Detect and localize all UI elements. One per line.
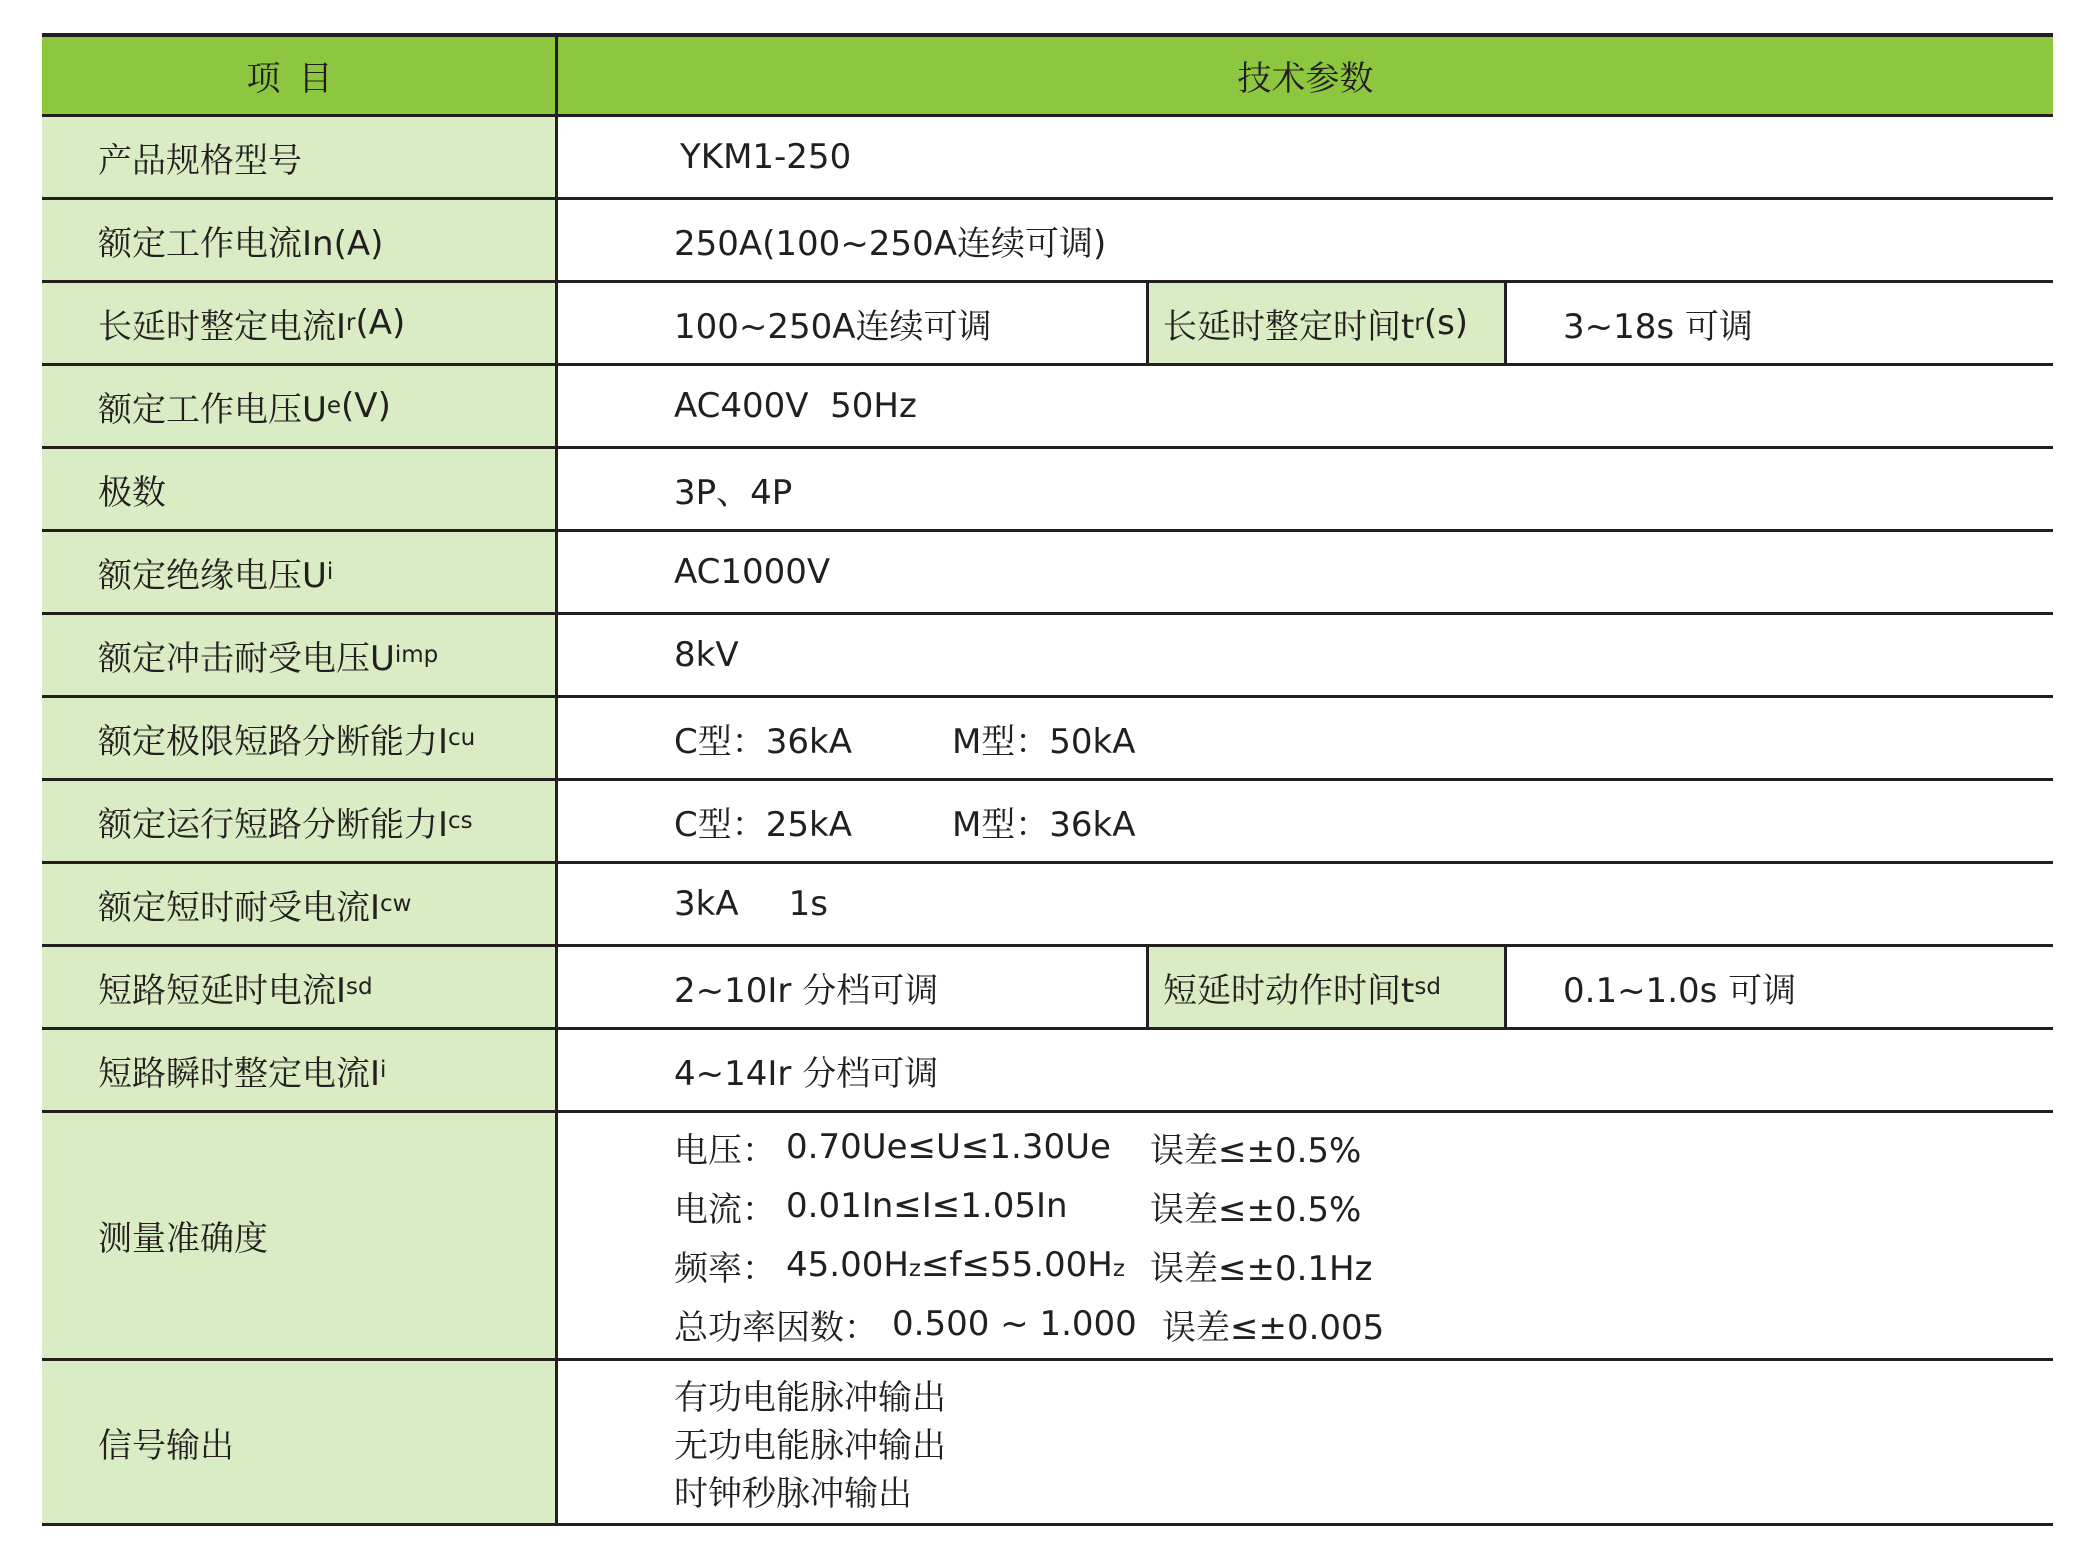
table-row bbox=[42, 117, 2053, 200]
row-label: 额定冲击耐受电压U imp bbox=[42, 615, 558, 695]
row-value: 250A(100~250A连续可调) bbox=[674, 223, 1107, 264]
row-label: 测量准确度 bbox=[42, 1113, 558, 1358]
header-item: 项目 bbox=[42, 37, 558, 114]
signal-line: 无功电能脉冲输出 bbox=[674, 1425, 946, 1466]
row-label: 长延时整定电流I r (A) bbox=[42, 283, 558, 363]
row-value: AC400V 50Hz bbox=[674, 386, 917, 426]
table-row bbox=[42, 781, 2053, 864]
row-label: 极数 bbox=[42, 449, 558, 529]
table-row bbox=[42, 200, 2053, 283]
row-label-secondary: 长延时整定时间t r (s) bbox=[1149, 283, 1507, 363]
table-row bbox=[42, 698, 2053, 781]
table-row bbox=[42, 1030, 2053, 1113]
row-label: 信号输出 bbox=[42, 1361, 558, 1523]
table-row bbox=[42, 864, 2053, 947]
row-value: C型：25kA M型：36kA bbox=[674, 804, 1136, 845]
table-row bbox=[42, 532, 2053, 615]
accuracy-line: 电压： 0.70Ue≤U≤1.30Ue 误差≤±0.5% bbox=[674, 1127, 1362, 1171]
table-row bbox=[42, 615, 2053, 698]
signal-line: 有功电能脉冲输出 bbox=[674, 1377, 946, 1418]
table-header bbox=[42, 33, 2053, 117]
row-label: 额定工作电流In(A) bbox=[42, 200, 558, 280]
row-value bbox=[558, 1113, 2053, 1358]
row-value: 3P、4P bbox=[674, 472, 793, 513]
row-value: 2~10Ir 分档可调 bbox=[558, 947, 1149, 1027]
row-label: 额定运行短路分断能力I cs bbox=[42, 781, 558, 861]
row-value: 8kV bbox=[674, 635, 739, 675]
row-value: C型：36kA M型：50kA bbox=[674, 721, 1136, 762]
table-row bbox=[42, 366, 2053, 449]
signal-line: 时钟秒脉冲输出 bbox=[674, 1473, 912, 1514]
table-row bbox=[42, 449, 2053, 532]
row-value: AC1000V bbox=[674, 552, 831, 592]
row-label: 额定极限短路分断能力I cu bbox=[42, 698, 558, 778]
table-row bbox=[42, 1361, 2053, 1526]
row-label: 产品规格型号 bbox=[42, 117, 558, 197]
accuracy-line: 电流： 0.01In≤I≤1.05In 误差≤±0.5% bbox=[674, 1186, 1362, 1230]
row-value: 3kA 1s bbox=[674, 884, 828, 924]
row-label: 额定短时耐受电流I cw bbox=[42, 864, 558, 944]
row-label-secondary: 短延时动作时间t sd bbox=[1149, 947, 1507, 1027]
row-label: 短路瞬时整定电流I i bbox=[42, 1030, 558, 1110]
row-value-secondary: 0.1~1.0s 可调 bbox=[1563, 970, 1797, 1011]
table-row bbox=[42, 1113, 2053, 1361]
row-value: 100~250A连续可调 bbox=[558, 283, 1149, 363]
table-row bbox=[42, 947, 2053, 1030]
row-label: 短路短延时电流I sd bbox=[42, 947, 558, 1027]
table-row bbox=[42, 283, 2053, 366]
row-label: 额定工作电压U e (V) bbox=[42, 366, 558, 446]
row-label: 额定绝缘电压U i bbox=[42, 532, 558, 612]
row-value: 4~14Ir 分档可调 bbox=[674, 1053, 939, 1094]
row-value: YKM1-250 bbox=[680, 137, 852, 177]
header-params: 技术参数 bbox=[1237, 59, 1374, 99]
spec-table bbox=[42, 33, 2053, 1526]
accuracy-line: 频率： 45.00Hz≤f≤55.00Hz 误差≤±0.1Hz bbox=[674, 1245, 1373, 1289]
row-value bbox=[558, 1361, 2053, 1523]
accuracy-line: 总功率因数： 0.500 ~ 1.000 误差≤±0.005 bbox=[674, 1304, 1385, 1348]
row-value-secondary: 3~18s 可调 bbox=[1563, 306, 1753, 347]
